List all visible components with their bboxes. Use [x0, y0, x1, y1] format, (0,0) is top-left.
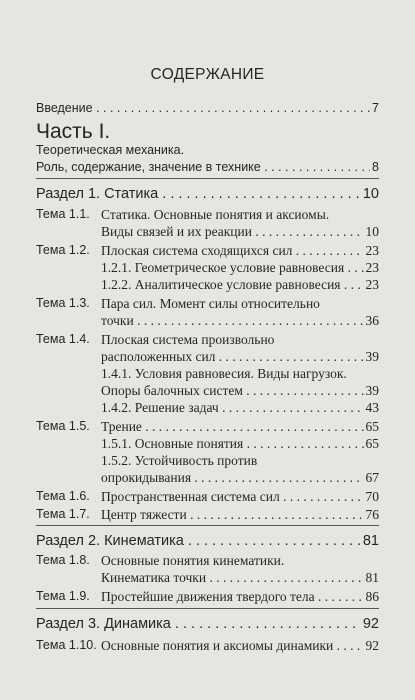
- topic-label: Тема 1.5.: [36, 419, 90, 433]
- part-line-1: [36, 143, 379, 161]
- entry-text: Центр тяжести . . .: [101, 507, 379, 523]
- entry-text: 1.2.1. Геометрическое условие равновесия . . .: [101, 260, 379, 276]
- entry-text: 1.5.1. Основные понятия . . .: [101, 436, 379, 452]
- page-number: 65: [365, 419, 379, 434]
- divider: [36, 608, 379, 609]
- page-number: 7: [372, 101, 379, 115]
- page-number: 86: [365, 589, 379, 604]
- toc-subtopic-1-5-1[interactable]: [36, 436, 379, 454]
- page-number: 70: [365, 489, 379, 504]
- topic-label: Тема 1.2.: [36, 243, 90, 257]
- page-number: 10: [365, 224, 379, 239]
- topic-label: Тема 1.7.: [36, 507, 90, 521]
- entry-text: Трение . . .: [101, 419, 379, 435]
- toc-subtopic-1-4-1-cont[interactable]: [36, 383, 379, 401]
- page-number: 23: [365, 243, 379, 258]
- entry-text: Статика. Основные понятия и аксиомы.: [101, 207, 330, 222]
- page-number: 10: [362, 186, 379, 202]
- toc-subtopic-1-5-2-cont[interactable]: [36, 470, 379, 488]
- entry-text: Роль, содержание, значение в технике . . .: [36, 160, 379, 174]
- toc-section-1[interactable]: [36, 186, 379, 204]
- toc-topic-1-9[interactable]: [36, 589, 379, 607]
- topic-label: Тема 1.1.: [36, 207, 90, 221]
- toc-subtopic-1-2-2[interactable]: [36, 277, 379, 295]
- toc-topic-1-1[interactable]: [36, 207, 379, 225]
- page-number: 23: [365, 260, 379, 275]
- toc-topic-1-3-cont[interactable]: [36, 313, 379, 331]
- topic-label: Тема 1.6.: [36, 489, 90, 503]
- page-number: 81: [362, 533, 379, 549]
- page-number: 81: [365, 570, 379, 585]
- page-number: 23: [365, 277, 379, 292]
- topic-label: Тема 1.3.: [36, 296, 90, 310]
- page-number: 76: [365, 507, 379, 522]
- toc-topic-1-10[interactable]: [36, 638, 379, 656]
- entry-text: точки . . .: [101, 313, 379, 329]
- entry-text: 1.4.2. Решение задач . . .: [101, 400, 379, 416]
- entry-text: Простейшие движения твердого тела . . .: [101, 589, 379, 605]
- entry-text: 1.2.2. Аналитическое условие равновесия . . .: [101, 277, 379, 293]
- divider: [36, 178, 379, 179]
- toc-subtopic-1-4-1[interactable]: [36, 366, 379, 384]
- entry-text: Пара сил. Момент силы относительно: [101, 296, 320, 311]
- page-number: 67: [365, 470, 379, 485]
- section-title: Раздел 1. Статика . . .: [36, 186, 379, 202]
- page-number: 36: [365, 313, 379, 328]
- page-number: 39: [365, 349, 379, 364]
- section-title: Раздел 3. Динамика . . .: [36, 616, 379, 632]
- entry-text: Пространственная система сил . . .: [101, 489, 379, 505]
- toc-topic-1-4-cont[interactable]: [36, 349, 379, 367]
- toc-subtopic-1-5-2[interactable]: [36, 453, 379, 471]
- toc-topic-1-8[interactable]: [36, 553, 379, 571]
- page-title: СОДЕРЖАНИЕ: [150, 66, 265, 83]
- entry-text: расположенных сил . . .: [101, 349, 379, 365]
- page-number: 8: [372, 160, 379, 174]
- toc-topic-1-2[interactable]: [36, 243, 379, 261]
- toc-topic-1-5[interactable]: [36, 419, 379, 437]
- entry-text: Теоретическая механика.: [36, 143, 185, 157]
- toc-topic-1-3[interactable]: [36, 296, 379, 314]
- topic-label: Тема 1.10.: [36, 638, 97, 652]
- entry-text: опрокидывания . . .: [101, 470, 379, 486]
- entry-text: 1.4.1. Условия равновесия. Виды нагрузок.: [101, 366, 347, 381]
- toc-entry-part[interactable]: [36, 160, 379, 178]
- entry-text: Основные понятия и аксиомы динамики . . .: [101, 638, 379, 654]
- page-number: 39: [365, 383, 379, 398]
- toc-topic-1-7[interactable]: [36, 507, 379, 525]
- part-title: Часть I.: [36, 120, 111, 143]
- entry-text: Опоры балочных систем . . .: [101, 383, 379, 399]
- toc-entry-intro[interactable]: [36, 101, 379, 119]
- toc-topic-1-8-cont[interactable]: [36, 570, 379, 588]
- entry-text: Плоская система произвольно: [101, 332, 275, 347]
- toc-topic-1-6[interactable]: [36, 489, 379, 507]
- toc-topic-1-1-cont[interactable]: [36, 224, 379, 242]
- topic-label: Тема 1.8.: [36, 553, 90, 567]
- toc-section-3[interactable]: [36, 616, 379, 634]
- entry-text: Виды связей и их реакции . . .: [101, 224, 379, 240]
- topic-label: Тема 1.4.: [36, 332, 90, 346]
- entry-text: Введение . . .: [36, 101, 379, 115]
- toc-subtopic-1-4-2[interactable]: [36, 400, 379, 418]
- entry-text: Плоская система сходящихся сил . . .: [101, 243, 379, 259]
- entry-text: Основные понятия кинематики.: [101, 553, 285, 568]
- page-number: 92: [365, 638, 379, 653]
- toc-subtopic-1-2-1[interactable]: [36, 260, 379, 278]
- toc-section-2[interactable]: [36, 533, 379, 551]
- page-number: 92: [362, 616, 379, 632]
- topic-label: Тема 1.9.: [36, 589, 90, 603]
- entry-text: Кинематика точки . . .: [101, 570, 379, 586]
- entry-text: 1.5.2. Устойчивость против: [101, 453, 258, 468]
- divider: [36, 525, 379, 526]
- page-number: 65: [365, 436, 379, 451]
- page-number: 43: [365, 400, 379, 415]
- toc-topic-1-4[interactable]: [36, 332, 379, 350]
- section-title: Раздел 2. Кинематика . . .: [36, 533, 379, 549]
